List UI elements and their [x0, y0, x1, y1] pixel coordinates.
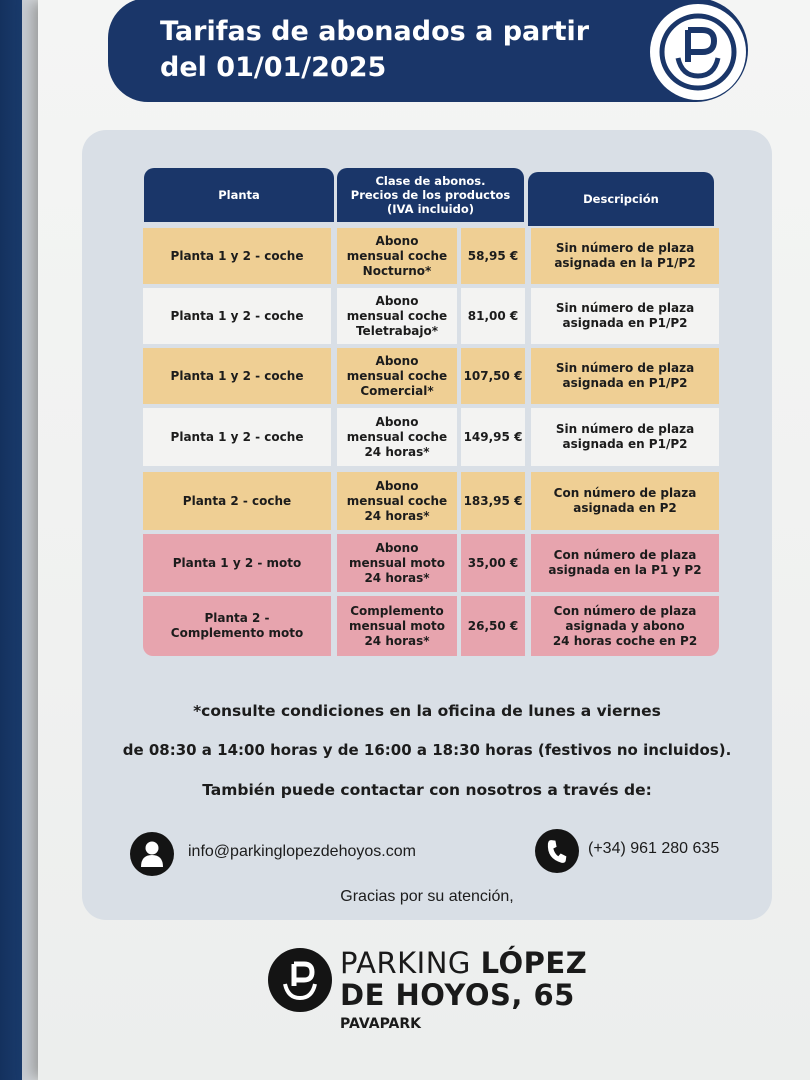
- cell-text: Planta 1 y 2 - coche: [170, 429, 304, 444]
- table-cell-descripcion: [531, 288, 719, 344]
- cell-text: mensual coche: [346, 248, 448, 263]
- table-cell-precio: [461, 472, 525, 530]
- cell-text: 24 horas*: [364, 444, 430, 459]
- table-cell-descripcion: [531, 472, 719, 530]
- cell-text: mensual moto: [349, 555, 445, 570]
- brand-parking: PARKING: [340, 946, 481, 980]
- cell-text: mensual coche: [346, 368, 448, 383]
- cell-text: asignada en P2: [573, 501, 677, 515]
- title-line-1: Tarifas de abonados a partir: [160, 16, 590, 47]
- table-cell-precio: [461, 534, 525, 592]
- cell-text: Planta 1 y 2 - coche: [170, 308, 304, 323]
- cell-text: Complemento moto: [170, 626, 304, 640]
- cell-text: 58,95 €: [467, 248, 519, 263]
- table-cell-descripcion: [531, 408, 719, 466]
- table-cell-descripcion: [531, 228, 719, 284]
- cell-text: Abono: [375, 233, 419, 248]
- table-cell-planta: [143, 288, 331, 344]
- table-cell-abono: [337, 596, 457, 656]
- table-cell-planta: [143, 348, 331, 404]
- cell-text: Sin número de plaza: [555, 241, 695, 255]
- table-cell-abono: [337, 348, 457, 404]
- parking-logo-icon: [650, 4, 746, 100]
- cell-text: Planta 1 y 2 - coche: [170, 368, 304, 383]
- contact-phone[interactable]: (+34) 961 280 635: [588, 840, 720, 857]
- cell-text: 24 horas*: [364, 570, 430, 585]
- table-cell-precio: [461, 348, 525, 404]
- cell-text: asignada en la P1 y P2: [548, 563, 702, 577]
- table-cell-planta: [143, 472, 331, 530]
- title-line-2: del 01/01/2025: [160, 52, 387, 83]
- cell-text: 26,50 €: [467, 618, 519, 633]
- cell-text: mensual moto: [349, 618, 445, 633]
- table-cell-descripcion: [531, 534, 719, 592]
- header-clase: Clase de abonos. Precios de los productos (IVA incluido): [337, 168, 524, 222]
- table-cell-descripcion: [531, 596, 719, 656]
- phone-icon: [535, 829, 579, 873]
- table-cell-precio: [461, 228, 525, 284]
- cell-text: Abono: [375, 478, 419, 493]
- cell-text: asignada en la P1/P2: [554, 256, 696, 270]
- table-cell-abono: [337, 228, 457, 284]
- cell-text: Teletrabajo*: [355, 323, 439, 338]
- brand-name-line-1: [340, 946, 587, 980]
- cell-text: Con número de plaza: [553, 486, 697, 500]
- cell-text: Sin número de plaza: [555, 361, 695, 375]
- table-cell-abono: [337, 534, 457, 592]
- brand-subtitle: PAVAPARK: [340, 1016, 422, 1032]
- brand-name-line-2: DE HOYOS, 65: [340, 978, 575, 1012]
- cell-text: 107,50 €: [463, 368, 523, 383]
- table-cell-abono: [337, 288, 457, 344]
- cell-text: Abono: [375, 414, 419, 429]
- header-descripcion: Descripción: [528, 172, 714, 226]
- table-cell-precio: [461, 408, 525, 466]
- table-cell-planta: [143, 534, 331, 592]
- table-cell-abono: [337, 472, 457, 530]
- table-cell-precio: [461, 596, 525, 656]
- office-hours-note: de 08:30 a 14:00 horas y de 16:00 a 18:30 horas (festivos no incluidos).: [122, 741, 732, 759]
- cell-text: Sin número de plaza: [555, 301, 695, 315]
- brand-lopez: LÓPEZ: [480, 946, 588, 980]
- cell-text: asignada y abono: [565, 618, 685, 633]
- cell-text: Planta 1 y 2 - moto: [172, 555, 302, 570]
- cell-text: 24 horas*: [364, 508, 430, 523]
- table-cell-planta: [143, 228, 331, 284]
- cell-text: Con número de plaza: [553, 548, 697, 562]
- contact-email[interactable]: info@parkinglopezdehoyos.com: [188, 843, 416, 860]
- contact-intro: También puede contactar con nosotros a través de:: [202, 781, 652, 799]
- cell-text: Sin número de plaza: [555, 422, 695, 436]
- cell-text: Abono: [375, 293, 419, 308]
- cell-text: 35,00 €: [467, 555, 519, 570]
- cell-text: Planta 2 - coche: [182, 493, 292, 508]
- cell-text: asignada en P1/P2: [562, 376, 688, 390]
- table-cell-precio: [461, 288, 525, 344]
- cell-text: 81,00 €: [467, 308, 519, 323]
- cell-text: Abono: [375, 353, 419, 368]
- cell-text: asignada en P1/P2: [562, 316, 688, 330]
- brand-logo-icon: [268, 948, 332, 1012]
- cell-text: mensual coche: [346, 308, 448, 323]
- cell-text: asignada en P1/P2: [562, 437, 688, 451]
- table-cell-planta: [143, 596, 331, 656]
- thanks-text: Gracias por su atención,: [340, 888, 514, 905]
- table-cell-abono: [337, 408, 457, 466]
- header-planta: Planta: [144, 168, 334, 222]
- cell-text: Planta 2 -: [204, 611, 270, 625]
- cell-text: 24 horas coche en P2: [552, 633, 698, 648]
- page-title: [160, 14, 620, 86]
- table-cell-descripcion: [531, 348, 719, 404]
- cell-text: 24 horas*: [364, 633, 430, 648]
- cell-text: Nocturno*: [362, 263, 432, 278]
- cell-text: Planta 1 y 2 - coche: [170, 248, 304, 263]
- cell-text: 183,95 €: [463, 493, 523, 508]
- cell-text: Con número de plaza: [553, 603, 697, 618]
- cell-text: mensual coche: [346, 429, 448, 444]
- table-cell-planta: [143, 408, 331, 466]
- cell-text: Complemento: [350, 603, 444, 618]
- conditions-note: *consulte condiciones en la oficina de lunes a viernes: [193, 702, 661, 720]
- cell-text: Comercial*: [360, 383, 434, 398]
- cell-text: Abono: [375, 540, 419, 555]
- user-icon: [130, 832, 174, 876]
- cell-text: 149,95 €: [463, 429, 523, 444]
- cell-text: mensual coche: [346, 493, 448, 508]
